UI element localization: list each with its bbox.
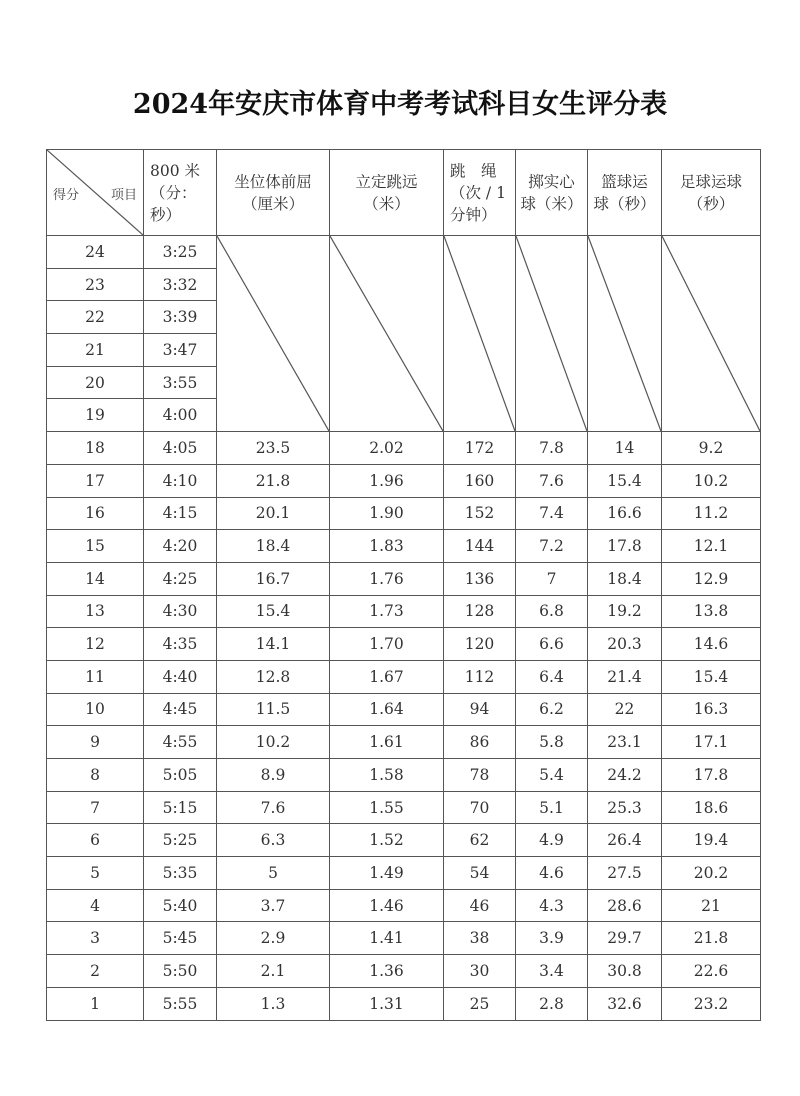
ball-throw-cell: 6.8	[516, 595, 588, 628]
football-cell: 17.1	[662, 726, 761, 759]
long-jump-cell: 1.31	[330, 987, 444, 1020]
long-jump-cell: 1.58	[330, 759, 444, 792]
score-cell: 4	[47, 889, 144, 922]
col-header-line: （米）	[363, 194, 410, 213]
table-row	[47, 693, 761, 726]
ball-throw-cell: 7	[516, 562, 588, 595]
sit-reach-cell: 2.1	[217, 955, 330, 988]
col-header-line: 球（米）	[520, 194, 583, 213]
rope-cell: 25	[444, 987, 516, 1020]
rope-cell: 54	[444, 857, 516, 890]
ball-throw-cell: 3.4	[516, 955, 588, 988]
long-jump-cell: 1.46	[330, 889, 444, 922]
run800-cell: 4:35	[144, 628, 217, 661]
rope-cell: 70	[444, 791, 516, 824]
col-header-line: （厘米）	[241, 194, 304, 213]
table-row	[47, 922, 761, 955]
score-cell: 20	[47, 366, 144, 399]
football-cell: 21.8	[662, 922, 761, 955]
sit-reach-cell: 2.9	[217, 922, 330, 955]
ball-throw-cell: 6.4	[516, 660, 588, 693]
run800-cell: 5:05	[144, 759, 217, 792]
basketball-cell: 32.6	[588, 987, 662, 1020]
rope-cell: 62	[444, 824, 516, 857]
sit-reach-cell: 18.4	[217, 530, 330, 563]
football-cell: 22.6	[662, 955, 761, 988]
col-header-line: 800 米	[150, 161, 201, 180]
score-cell: 3	[47, 922, 144, 955]
run800-cell: 4:20	[144, 530, 217, 563]
run800-cell: 4:30	[144, 595, 217, 628]
col-header-line: 秒）	[150, 205, 182, 224]
score-cell: 16	[47, 497, 144, 530]
run800-cell: 5:55	[144, 987, 217, 1020]
col-header-line: 跳 绳	[450, 161, 497, 180]
table-row	[47, 464, 761, 497]
score-label: 得分	[53, 188, 80, 203]
score-cell: 14	[47, 562, 144, 595]
score-cell: 10	[47, 693, 144, 726]
score-cell: 18	[47, 432, 144, 465]
diagonal-line-icon	[662, 236, 760, 431]
col-header-line: 球（秒）	[593, 194, 656, 213]
item-label: 项目	[110, 188, 137, 203]
football-cell: 9.2	[662, 432, 761, 465]
basketball-cell: 20.3	[588, 628, 662, 661]
scoring-table	[46, 149, 761, 1021]
diagonal-line-icon	[217, 236, 329, 431]
score-cell: 11	[47, 660, 144, 693]
rope-cell: 160	[444, 464, 516, 497]
basketball-cell: 22	[588, 693, 662, 726]
long-jump-cell: 1.90	[330, 497, 444, 530]
long-jump-cell: 1.67	[330, 660, 444, 693]
score-cell: 6	[47, 824, 144, 857]
basketball-cell: 30.8	[588, 955, 662, 988]
football-cell: 23.2	[662, 987, 761, 1020]
basketball-cell: 18.4	[588, 562, 662, 595]
basketball-cell: 27.5	[588, 857, 662, 890]
basketball-cell: 15.4	[588, 464, 662, 497]
score-cell: 12	[47, 628, 144, 661]
col-header-ball-throw	[516, 150, 588, 236]
blank-cell-ball-throw	[516, 236, 588, 432]
football-cell: 17.8	[662, 759, 761, 792]
score-cell: 8	[47, 759, 144, 792]
ball-throw-cell: 7.6	[516, 464, 588, 497]
score-cell: 5	[47, 857, 144, 890]
blank-cell-football	[662, 236, 761, 432]
col-header-basketball	[588, 150, 662, 236]
rope-cell: 78	[444, 759, 516, 792]
basketball-cell: 19.2	[588, 595, 662, 628]
score-cell: 24	[47, 236, 144, 269]
sit-reach-cell: 5	[217, 857, 330, 890]
corner-header-cell	[47, 150, 144, 236]
table-row	[47, 660, 761, 693]
football-cell: 12.9	[662, 562, 761, 595]
table-row	[47, 955, 761, 988]
sit-reach-cell: 23.5	[217, 432, 330, 465]
run800-cell: 3:39	[144, 301, 217, 334]
diagonal-line-icon	[516, 236, 587, 431]
diagonal-line-icon	[444, 236, 515, 431]
col-header-line: 立定跳远	[355, 172, 418, 191]
table-row	[47, 857, 761, 890]
sit-reach-cell: 20.1	[217, 497, 330, 530]
col-header-line: 篮球运	[601, 172, 648, 191]
score-cell: 15	[47, 530, 144, 563]
long-jump-cell: 1.52	[330, 824, 444, 857]
table-row	[47, 759, 761, 792]
football-cell: 15.4	[662, 660, 761, 693]
score-cell: 7	[47, 791, 144, 824]
col-header-line: （次 / 1	[450, 183, 506, 202]
sit-reach-cell: 6.3	[217, 824, 330, 857]
basketball-cell: 25.3	[588, 791, 662, 824]
score-cell: 9	[47, 726, 144, 759]
ball-throw-cell: 6.6	[516, 628, 588, 661]
run800-cell: 3:47	[144, 334, 217, 367]
run800-cell: 4:15	[144, 497, 217, 530]
long-jump-cell: 1.36	[330, 955, 444, 988]
run800-cell: 4:05	[144, 432, 217, 465]
football-cell: 16.3	[662, 693, 761, 726]
diagonal-line-icon	[588, 236, 661, 431]
rope-cell: 120	[444, 628, 516, 661]
score-cell: 23	[47, 268, 144, 301]
sit-reach-cell: 14.1	[217, 628, 330, 661]
table-row	[47, 562, 761, 595]
sit-reach-cell: 12.8	[217, 660, 330, 693]
long-jump-cell: 1.73	[330, 595, 444, 628]
score-cell: 19	[47, 399, 144, 432]
col-header-line: （秒）	[687, 194, 735, 213]
sit-reach-cell: 15.4	[217, 595, 330, 628]
football-cell: 21	[662, 889, 761, 922]
rope-cell: 152	[444, 497, 516, 530]
col-header-sit-reach	[217, 150, 330, 236]
football-cell: 11.2	[662, 497, 761, 530]
run800-cell: 4:55	[144, 726, 217, 759]
blank-cell-rope	[444, 236, 516, 432]
ball-throw-cell: 7.4	[516, 497, 588, 530]
sit-reach-cell: 8.9	[217, 759, 330, 792]
col-header-long-jump	[330, 150, 444, 236]
run800-cell: 3:55	[144, 366, 217, 399]
ball-throw-cell: 4.9	[516, 824, 588, 857]
rope-cell: 172	[444, 432, 516, 465]
football-cell: 12.1	[662, 530, 761, 563]
ball-throw-cell: 6.2	[516, 693, 588, 726]
table-row	[47, 889, 761, 922]
long-jump-cell: 1.61	[330, 726, 444, 759]
ball-throw-cell: 4.3	[516, 889, 588, 922]
run800-cell: 4:25	[144, 562, 217, 595]
table-row	[47, 595, 761, 628]
sit-reach-cell: 1.3	[217, 987, 330, 1020]
run800-cell: 4:40	[144, 660, 217, 693]
sit-reach-cell: 16.7	[217, 562, 330, 595]
long-jump-cell: 1.76	[330, 562, 444, 595]
table-row	[47, 236, 761, 269]
table-row	[47, 628, 761, 661]
long-jump-cell: 1.96	[330, 464, 444, 497]
ball-throw-cell: 2.8	[516, 987, 588, 1020]
football-cell: 19.4	[662, 824, 761, 857]
basketball-cell: 24.2	[588, 759, 662, 792]
ball-throw-cell: 3.9	[516, 922, 588, 955]
run800-cell: 5:45	[144, 922, 217, 955]
rope-cell: 38	[444, 922, 516, 955]
rope-cell: 86	[444, 726, 516, 759]
long-jump-cell: 1.41	[330, 922, 444, 955]
page-title: 2024年安庆市体育中考考试科目女生评分表	[132, 89, 668, 120]
rope-cell: 94	[444, 693, 516, 726]
run800-cell: 5:40	[144, 889, 217, 922]
rope-cell: 128	[444, 595, 516, 628]
basketball-cell: 26.4	[588, 824, 662, 857]
basketball-cell: 29.7	[588, 922, 662, 955]
table-row	[47, 530, 761, 563]
sit-reach-cell: 3.7	[217, 889, 330, 922]
table-row	[47, 824, 761, 857]
run800-cell: 4:45	[144, 693, 217, 726]
rope-cell: 30	[444, 955, 516, 988]
basketball-cell: 14	[588, 432, 662, 465]
run800-cell: 5:25	[144, 824, 217, 857]
run800-cell: 3:32	[144, 268, 217, 301]
ball-throw-cell: 5.4	[516, 759, 588, 792]
long-jump-cell: 1.49	[330, 857, 444, 890]
score-cell: 22	[47, 301, 144, 334]
sit-reach-cell: 7.6	[217, 791, 330, 824]
col-header-line: 足球运球	[679, 172, 742, 191]
long-jump-cell: 2.02	[330, 432, 444, 465]
table-row	[47, 726, 761, 759]
rope-cell: 136	[444, 562, 516, 595]
table-row	[47, 791, 761, 824]
long-jump-cell: 1.83	[330, 530, 444, 563]
basketball-cell: 17.8	[588, 530, 662, 563]
sit-reach-cell: 11.5	[217, 693, 330, 726]
col-header-football	[662, 150, 761, 236]
rope-cell: 46	[444, 889, 516, 922]
ball-throw-cell: 5.1	[516, 791, 588, 824]
col-header-line: 分钟）	[450, 205, 497, 224]
col-header-line: 坐位体前屈	[234, 172, 312, 191]
football-cell: 20.2	[662, 857, 761, 890]
run800-cell: 3:25	[144, 236, 217, 269]
col-header-line: 掷实心	[528, 172, 575, 191]
football-cell: 14.6	[662, 628, 761, 661]
diagonal-line-icon	[330, 236, 443, 431]
col-header-line: （分：	[150, 183, 197, 202]
ball-throw-cell: 5.8	[516, 726, 588, 759]
col-header-rope	[444, 150, 516, 236]
sit-reach-cell: 10.2	[217, 726, 330, 759]
col-header-800m	[144, 150, 217, 236]
football-cell: 10.2	[662, 464, 761, 497]
run800-cell: 5:15	[144, 791, 217, 824]
blank-cell-basketball	[588, 236, 662, 432]
basketball-cell: 23.1	[588, 726, 662, 759]
sit-reach-cell: 21.8	[217, 464, 330, 497]
long-jump-cell: 1.55	[330, 791, 444, 824]
table-row	[47, 497, 761, 530]
football-cell: 18.6	[662, 791, 761, 824]
blank-cell-sit-reach	[217, 236, 330, 432]
blank-cell-long-jump	[330, 236, 444, 432]
long-jump-cell: 1.70	[330, 628, 444, 661]
long-jump-cell: 1.64	[330, 693, 444, 726]
table-row	[47, 432, 761, 465]
basketball-cell: 21.4	[588, 660, 662, 693]
football-cell: 13.8	[662, 595, 761, 628]
ball-throw-cell: 7.2	[516, 530, 588, 563]
run800-cell: 4:10	[144, 464, 217, 497]
score-cell: 17	[47, 464, 144, 497]
table-row	[47, 987, 761, 1020]
score-cell: 1	[47, 987, 144, 1020]
rope-cell: 144	[444, 530, 516, 563]
run800-cell: 5:35	[144, 857, 217, 890]
basketball-cell: 28.6	[588, 889, 662, 922]
score-cell: 13	[47, 595, 144, 628]
header-row	[47, 150, 761, 236]
ball-throw-cell: 4.6	[516, 857, 588, 890]
basketball-cell: 16.6	[588, 497, 662, 530]
run800-cell: 4:00	[144, 399, 217, 432]
score-cell: 21	[47, 334, 144, 367]
ball-throw-cell: 7.8	[516, 432, 588, 465]
rope-cell: 112	[444, 660, 516, 693]
score-cell: 2	[47, 955, 144, 988]
run800-cell: 5:50	[144, 955, 217, 988]
